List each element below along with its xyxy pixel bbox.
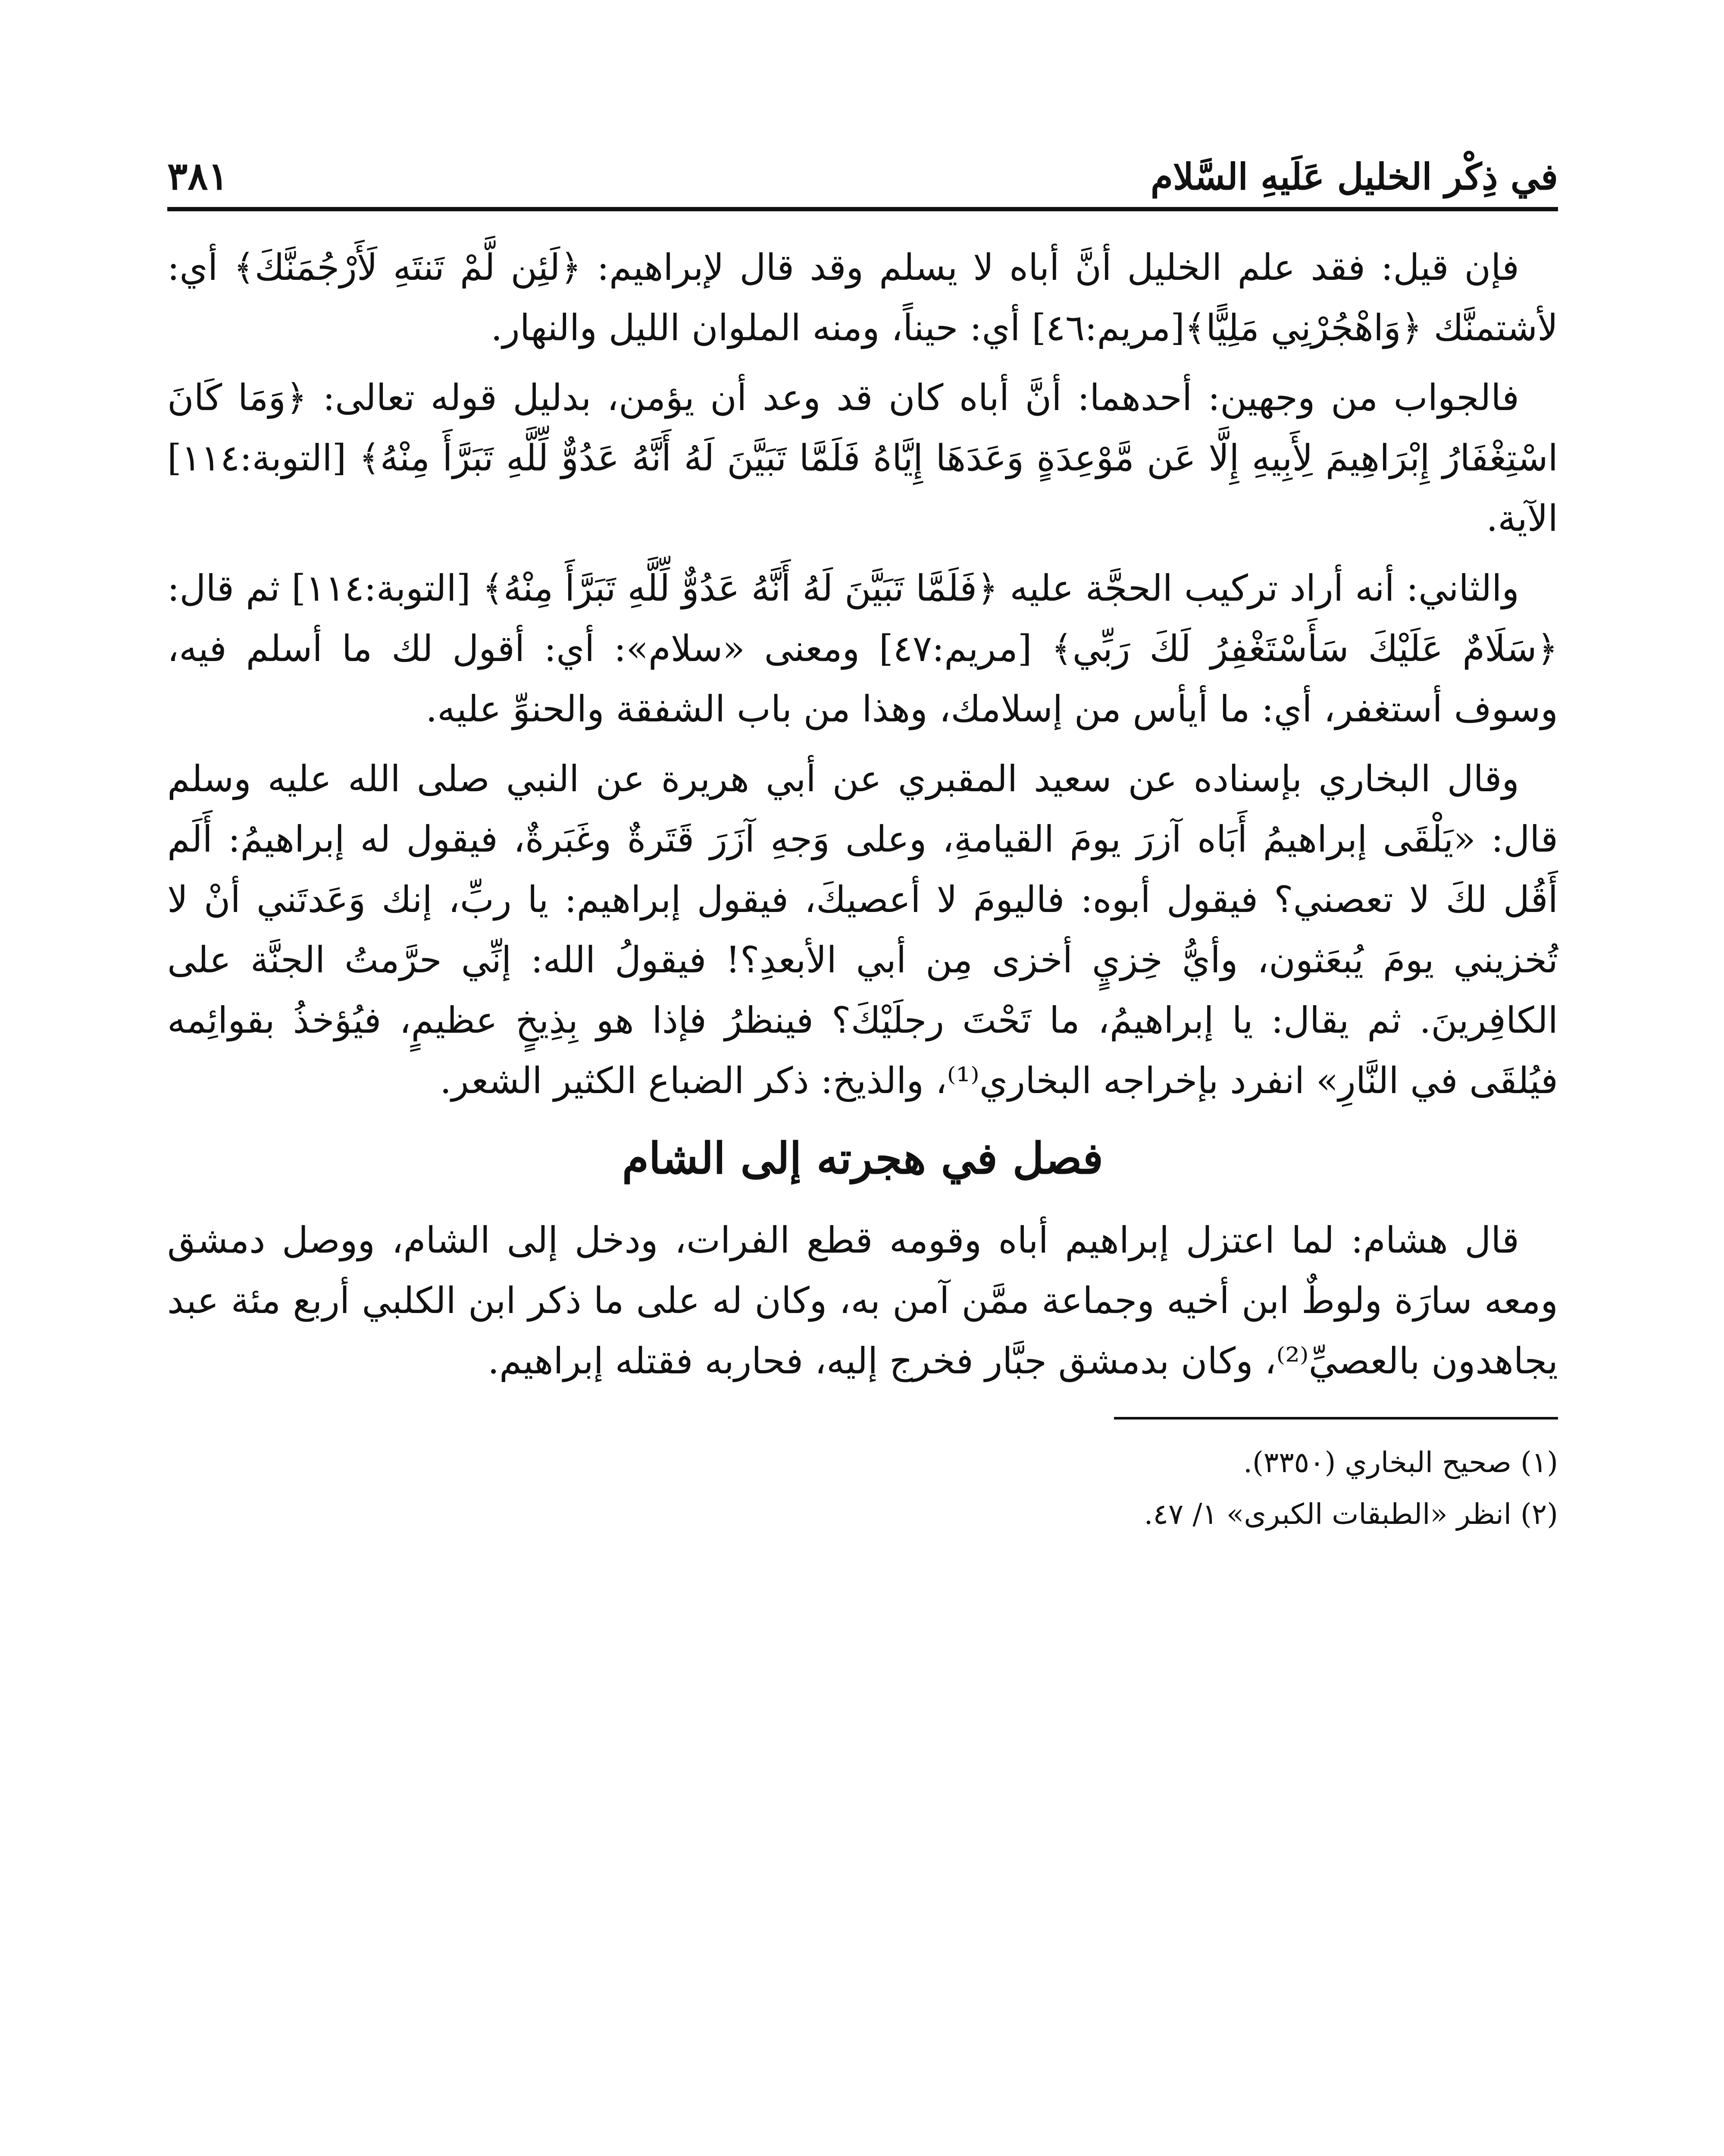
- page-header: [167, 138, 1558, 211]
- running-title: في ذِكْر الخليل عَلَيهِ السَّلام: [1150, 155, 1558, 198]
- paragraph-first-answer: فالجواب من وجهين: أحدهما: أنَّ أباه كان قد وعد أن يؤمن، بدليل قوله تعالى: ﴿وَمَا كَانَ اسْتِغْفَارُ إِبْرَاهِيمَ لِأَبِيهِ إِلَّا عَن مَّوْعِدَةٍ وَعَدَهَا إِيَّاهُ فَلَمَّا تَبَيَّنَ لَهُ أَنَّهُ عَدُوٌّ لِّلَّهِ تَبَرَّأَ مِنْهُ﴾ [التوبة:١١٤] الآية.: [167, 376, 1558, 539]
- paragraph-second-answer: والثاني: أنه أراد تركيب الحجَّة عليه ﴿فَلَمَّا تَبَيَّنَ لَهُ أَنَّهُ عَدُوٌّ لِّلَّهِ تَبَرَّأَ مِنْهُ﴾ [التوبة:١١٤] ثم قال: ﴿سَلَامٌ عَلَيْكَ سَأَسْتَغْفِرُ لَكَ رَبِّي﴾ [مريم:٤٧] ومعنى «سلام»: أي: أقول لك ما أسلم فيه، وسوف أستغفر، أي: ما أيأس من إسلامك، وهذا من باب الشفقة والحنوِّ عليه.: [167, 567, 1558, 730]
- section-heading: فصل في هجرته إلى الشام: [622, 1133, 1103, 1184]
- paragraph-bukhari-hadith: وقال البخاري بإسناده عن سعيد المقبري عن أبي هريرة عن النبي صلى الله عليه وسلم قال: «يَلْقَى إبراهيمُ أَبَاه آزرَ يومَ القيامةِ، وعلى وَجهِ آزَرَ قَتَرةٌ وغَبَرةٌ، فيقول له إبراهيمُ: أَلَم أَقُل لكَ لا تعصني؟ فيقول أبوه: فاليومَ لا أعصيكَ، فيقول إبراهيم: يا ربِّ، إنك وَعَدتَني أنْ لا تُخزيني يومَ يُبعَثون، وأيُّ خِزيٍ أخزى مِن أبي الأبعدِ؟! فيقولُ الله: إنِّي حرَّمتُ الجنَّة على الكافِرينَ. ثم يقال: يا إبراهيمُ، ما تَحْتَ رجلَيْكَ؟ فينظرُ فإذا هو بِذِيخٍ عظيمٍ، فيُؤخذُ بقوائِمه فيُلقَى في النَّارِ» انفرد بإخراجه البخاري⁽¹⁾، والذيخ: ذكر الضباع الكثير الشعر.: [167, 758, 1558, 1102]
- footnotes: [167, 1437, 1558, 1540]
- page-number: ٣٨١: [167, 154, 228, 198]
- footnote-2: (٢) انظر «الطبقات الكبرى» ١/ ٤٧.: [1144, 1498, 1558, 1531]
- document-page: [167, 138, 1558, 1540]
- paragraph-hijra: قال هشام: لما اعتزل إبراهيم أباه وقومه قطع الفرات، ودخل إلى الشام، ووصل دمشق ومعه سارَة ولوطٌ ابن أخيه وجماعة ممَّن آمن به، وكان له على ما ذكر ابن الكلبي أربع مئة عبد يجاهدون بالعصيِّ⁽²⁾، وكان بدمشق جبَّار فخرج إليه، فحاربه فقتله إبراهيم.: [167, 1219, 1558, 1382]
- footnote-divider: [1114, 1417, 1558, 1420]
- body-text: [167, 237, 1558, 1391]
- footnote-1: (١) صحيح البخاري (٣٣٥٠).: [1243, 1446, 1558, 1479]
- paragraph-objection: فإن قيل: فقد علم الخليل أنَّ أباه لا يسلم وقد قال لإبراهيم: ﴿لَئِن لَّمْ تَنتَهِ لَأَرْجُمَنَّكَ﴾ أي: لأشتمنَّك ﴿وَاهْجُرْنِي مَلِيًّا﴾[مريم:٤٦] أي: حيناً، ومنه الملوان الليل والنهار.: [167, 246, 1558, 349]
